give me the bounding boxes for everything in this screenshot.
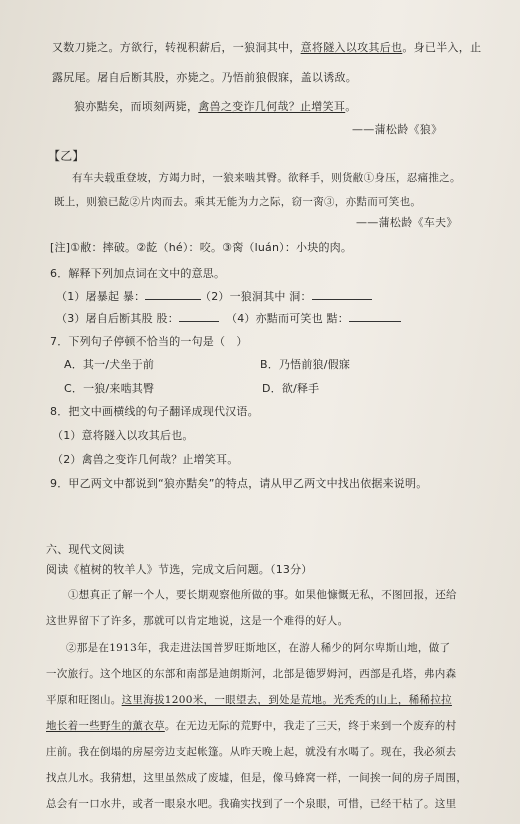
- passage-a-line-1: 又数刀毙之。方欲行，转视积薪后，一狼洞其中，意将隧入以攻其后也。身已半入，止: [52, 41, 482, 54]
- question-8-stem: 8．把文中画横线的句子翻译成现代汉语。: [50, 405, 259, 418]
- paragraph-1-line-1: ①想真正了解一个人，要长期观察他所做的事。如果他慷慨无私，不图回报，还给: [68, 589, 457, 601]
- paragraph-2-line-4: 地长着一些野生的薰衣草。在无边无际的荒野中，我走了三天，终于来到一个废弃的村: [46, 720, 457, 732]
- paragraph-2-line-6: 找点儿水。我猜想，这里虽然成了废墟，但是，像马蜂窝一样，一间挨一间的房子周围，: [46, 772, 468, 784]
- question-9-stem: 9．甲乙两文中都说到“狼亦黠矣”的特点，请从甲乙两文中找出依据来说明。: [50, 477, 428, 490]
- passage-a-line-2: 露尻尾。屠自后断其股，亦毙之。乃悟前狼假寐，盖以诱敌。: [52, 71, 358, 84]
- question-7-option-b[interactable]: B．乃悟前狼/假寐: [260, 358, 351, 371]
- paragraph-2-line-1: ②那是在1913年，我走进法国普罗旺斯地区，在游人稀少的阿尔卑斯山地，做了: [66, 642, 451, 654]
- passage-b-label: 【乙】: [48, 149, 85, 163]
- underlined-sentence-3: 这里海拔1200米，一眼望去，到处是荒地。光秃秃的山上，稀稀拉拉: [121, 694, 452, 706]
- section-6-intro: 阅读《植树的牧羊人》节选，完成文后问题。（13分）: [46, 563, 313, 576]
- paragraph-2-line-7: 总会有一口水井，或者一眼泉水吧。我确实找到了一个泉眼，可惜，已经干枯了。这里: [46, 798, 457, 810]
- question-6-item-3: （3）屠自后断其股 股：: [56, 310, 219, 326]
- answer-blank[interactable]: [349, 311, 401, 322]
- underlined-sentence-1: 意将隧入以攻其后也: [300, 41, 403, 54]
- underlined-sentence-3-cont: 地长着一些野生的薰衣草: [46, 720, 165, 732]
- paragraph-1-line-2: 这世界留下了许多，那就可以肯定地说，这是一个难得的好人。: [46, 615, 349, 627]
- paragraph-2-line-2: 一次旅行。这个地区的东部和南部是迪朗斯河，北部是德罗姆河，西部是孔塔，弗内森: [46, 668, 457, 680]
- question-6-item-4: （4）亦黠而可笑也 黠：: [226, 310, 401, 326]
- passage-a-line-3: 狼亦黠矣，而顷刻两毙，禽兽之变诈几何哉？止增笑耳。: [74, 100, 357, 113]
- paragraph-2-line-3: 平原和旺图山。这里海拔1200米，一眼望去，到处是荒地。光秃秃的山上，稀稀拉拉: [46, 694, 452, 706]
- question-7-option-c[interactable]: C．一狼/来啮其臀: [64, 382, 155, 395]
- underlined-sentence-2: 禽兽之变诈几何哉？止增笑耳: [198, 100, 346, 113]
- question-8-item-2: （2）禽兽之变诈几何哉？止增笑耳。: [52, 453, 239, 466]
- question-7-option-a[interactable]: A．其一/犬坐于前: [64, 358, 155, 371]
- question-8-item-1: （1）意将隧入以攻其后也。: [52, 429, 194, 442]
- section-6-heading: 六、现代文阅读: [46, 543, 125, 556]
- passage-b-source: ——蒲松龄《车夫》: [356, 216, 458, 229]
- question-6-stem: 6．解释下列加点词在文中的意思。: [50, 267, 226, 280]
- question-6-item-1: （1）屠暴起 暴：: [56, 288, 201, 304]
- question-7-stem: 7．下列句子停顿不恰当的一句是（ ）: [50, 335, 248, 348]
- answer-blank[interactable]: [179, 311, 219, 322]
- passage-b-line-2: 既上，则狼已龁②片肉而去。乘其无能为力之际，窃一脔③，亦黠而可笑也。: [54, 196, 422, 208]
- answer-blank[interactable]: [312, 289, 372, 300]
- question-6-item-2: （2）一狼洞其中 洞：: [200, 288, 372, 304]
- passage-a-source: ——蒲松龄《狼》: [352, 123, 443, 136]
- footnotes: [注]①敝：摔破。②龁（hé）：咬。③脔（luán）：小块的肉。: [50, 241, 353, 254]
- question-7-option-d[interactable]: D．欲/释手: [262, 382, 320, 395]
- paragraph-2-line-5: 庄前。我在倒塌的房屋旁边支起帐篷。从昨天晚上起，就没有水喝了。现在，我必须去: [46, 746, 457, 758]
- answer-blank[interactable]: [145, 289, 201, 300]
- passage-b-line-1: 有车夫载重登坡，方竭力时，一狼来啮其臀。欲释手，则货敝①身压，忍痛推之。: [72, 172, 461, 184]
